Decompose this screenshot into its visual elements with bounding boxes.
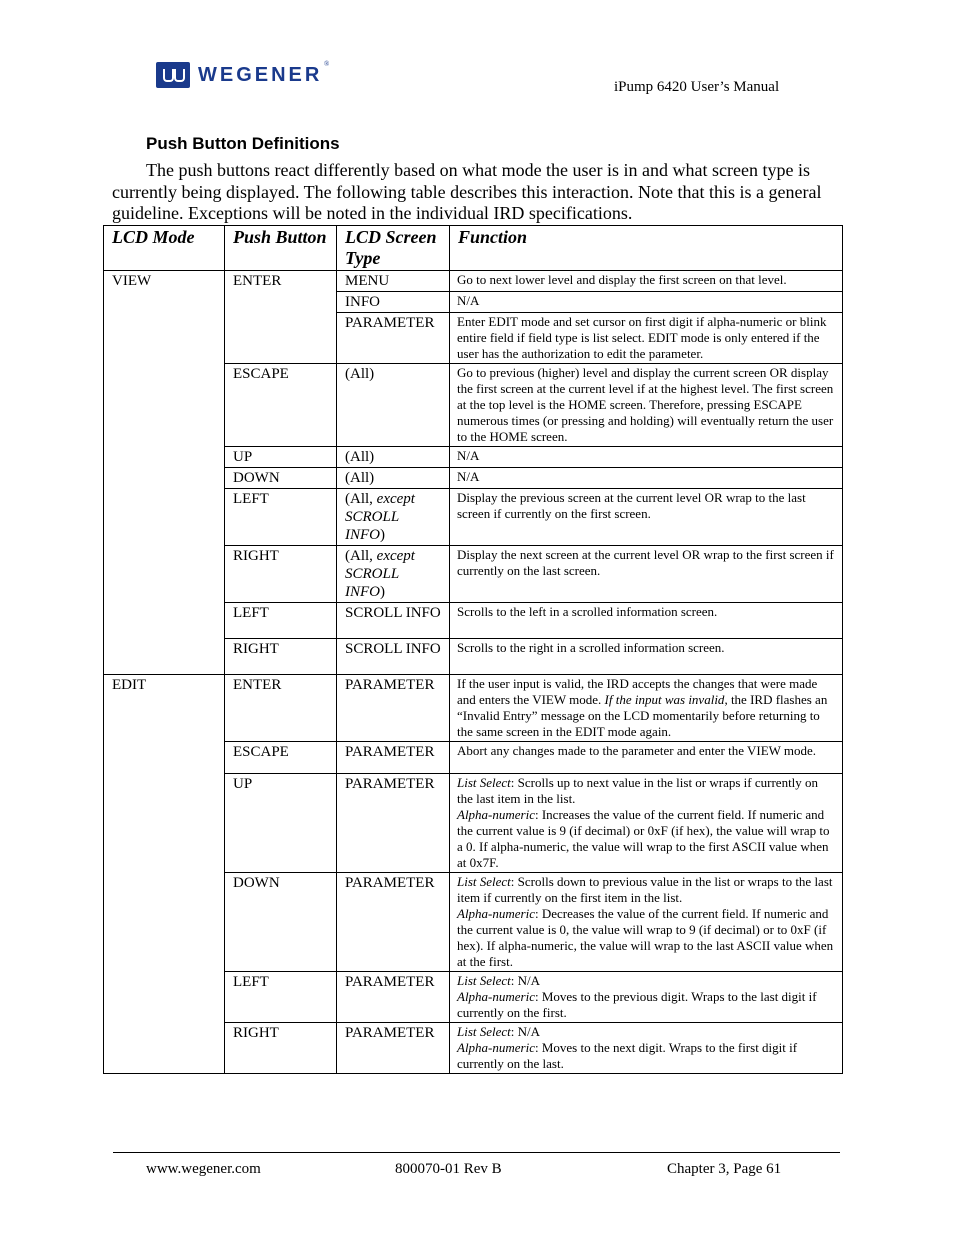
function-text: : Increases the value of the current field. If numeric and the current value is 9 (if decimal) or 0xF (if hex), the value will wrap to a 0. If alpha-numeric, the value will wrap to the first ASCII value when at 0x7F. <box>457 807 830 870</box>
intro-paragraph <box>112 160 847 225</box>
function-text: : Scrolls up to next value in the list or wraps if currently on the last item in the list. <box>457 775 819 806</box>
button-cell: UP <box>225 447 337 468</box>
function-text-italic: If the input was invalid <box>604 692 725 707</box>
mode-cell-view: VIEW <box>104 271 225 675</box>
function-cell: Display the previous screen at the current level OR wrap to the last screen if currently on the first screen. <box>450 489 843 546</box>
alpha-numeric-label: Alpha-numeric <box>457 807 535 822</box>
wegener-logo <box>150 56 330 94</box>
alpha-numeric-label: Alpha-numeric <box>457 1040 535 1055</box>
col-header-lcd-screen-type: LCD Screen Type <box>337 226 450 271</box>
screen-cell: INFO <box>337 292 450 313</box>
button-cell: RIGHT <box>225 1023 337 1074</box>
function-cell <box>450 972 843 1023</box>
mode-cell-edit: EDIT <box>104 675 225 1074</box>
section-title: Push Button Definitions <box>146 134 340 153</box>
screen-cell: PARAMETER <box>337 972 450 1023</box>
function-cell: Enter EDIT mode and set cursor on first digit if alpha-numeric or blink entire field if field type is list select. EDIT mode is only entered if the user has the authorization to edit the parameter. <box>450 313 843 364</box>
function-text: If the user input is valid, the IRD accepts the changes that were made and enters the VIEW mode. <box>457 676 818 707</box>
push-button-table <box>103 225 843 1074</box>
screen-cell: MENU <box>337 271 450 292</box>
alpha-numeric-label: Alpha-numeric <box>457 906 535 921</box>
list-select-label: List Select <box>457 874 511 889</box>
function-cell: Go to previous (higher) level and display the current screen OR display the first screen at the current level if at the highest level. The first screen at the top level is the HOME screen. Therefore, pressing ESCAPE numerous times (or pressing and holding) will eventually return the user to the HOME screen. <box>450 364 843 447</box>
function-text: : N/A <box>510 1024 541 1039</box>
function-cell <box>450 774 843 873</box>
screen-text: (All, <box>345 548 377 564</box>
button-cell: LEFT <box>225 603 337 639</box>
button-cell: UP <box>225 774 337 873</box>
button-cell: ENTER <box>225 675 337 742</box>
screen-cell <box>337 546 450 603</box>
brand-name: WEGENER <box>198 64 323 86</box>
screen-text: ) <box>380 584 385 600</box>
function-text: : Decreases the value of the current field. If numeric and the current value is 0, the value will wrap to 9 (if decimal) or to 0xF (if hex). If alpha-numeric, the value will wrap to the last ASCII value when at the first. <box>457 906 834 969</box>
list-select-label: List Select <box>457 775 511 790</box>
function-cell <box>450 873 843 972</box>
manual-title: iPump 6420 User’s Manual <box>614 79 780 95</box>
screen-text-italic: except SCROLL INFO <box>345 491 415 543</box>
button-cell: ESCAPE <box>225 364 337 447</box>
footer-page: Chapter 3, Page 61 <box>667 1161 782 1177</box>
function-cell: Scrolls to the right in a scrolled information screen. <box>450 639 843 675</box>
button-cell: LEFT <box>225 489 337 546</box>
function-text: : Scrolls down to previous value in the list or wraps to the last item if currently on the first item in the list. <box>457 874 833 905</box>
intro-text: The push buttons react differently based on what mode the user is in and what screen type is currently being displayed. The following table describes this interaction. Note that this is a general guideline. Exceptions will be noted in the individual IRD specifications. <box>112 160 822 223</box>
function-cell: N/A <box>450 292 843 313</box>
screen-cell: (All) <box>337 364 450 447</box>
screen-text-italic: except SCROLL INFO <box>345 548 415 600</box>
function-cell: Display the next screen at the current level OR wrap to the first screen if currently on the last screen. <box>450 546 843 603</box>
list-select-label: List Select <box>457 1024 511 1039</box>
screen-cell: SCROLL INFO <box>337 603 450 639</box>
button-cell: LEFT <box>225 972 337 1023</box>
wegener-logo-mark-icon <box>156 62 190 88</box>
function-cell <box>450 675 843 742</box>
function-cell: Scrolls to the left in a scrolled information screen. <box>450 603 843 639</box>
screen-cell: PARAMETER <box>337 313 450 364</box>
screen-cell: PARAMETER <box>337 873 450 972</box>
button-cell: ENTER <box>225 271 337 364</box>
alpha-numeric-label: Alpha-numeric <box>457 989 535 1004</box>
footer-website: www.wegener.com <box>146 1161 261 1177</box>
footer-doc-number: 800070-01 Rev B <box>395 1161 502 1177</box>
screen-text: ) <box>380 527 385 543</box>
screen-cell: SCROLL INFO <box>337 639 450 675</box>
function-text: , the IRD flashes an “Invalid Entry” message on the LCD momentarily before returning to the same screen in the EDIT mode again. <box>457 692 828 739</box>
footer-divider <box>113 1152 840 1153</box>
table-header-row <box>104 226 843 271</box>
screen-text: (All, <box>345 491 377 507</box>
screen-cell: PARAMETER <box>337 742 450 774</box>
button-cell: DOWN <box>225 468 337 489</box>
screen-cell: PARAMETER <box>337 675 450 742</box>
function-cell <box>450 1023 843 1074</box>
function-text: : Moves to the next digit. Wraps to the first digit if currently on the last. <box>457 1040 798 1071</box>
list-select-label: List Select <box>457 973 511 988</box>
col-header-function: Function <box>450 226 843 271</box>
button-cell: ESCAPE <box>225 742 337 774</box>
screen-cell: PARAMETER <box>337 774 450 873</box>
screen-cell: (All) <box>337 447 450 468</box>
function-text: : Moves to the previous digit. Wraps to the last digit if currently on the first. <box>457 989 817 1020</box>
table-row <box>104 271 843 292</box>
registered-mark: ® <box>324 60 330 68</box>
function-cell: N/A <box>450 468 843 489</box>
button-cell: RIGHT <box>225 546 337 603</box>
button-cell: RIGHT <box>225 639 337 675</box>
col-header-push-button: Push Button <box>225 226 337 271</box>
screen-cell <box>337 489 450 546</box>
function-cell: N/A <box>450 447 843 468</box>
function-cell: Go to next lower level and display the first screen on that level. <box>450 271 843 292</box>
table-row <box>104 675 843 742</box>
screen-cell: (All) <box>337 468 450 489</box>
screen-cell: PARAMETER <box>337 1023 450 1074</box>
function-cell: Abort any changes made to the parameter and enter the VIEW mode. <box>450 742 843 774</box>
button-cell: DOWN <box>225 873 337 972</box>
function-text: : N/A <box>510 973 541 988</box>
col-header-lcd-mode: LCD Mode <box>104 226 225 271</box>
